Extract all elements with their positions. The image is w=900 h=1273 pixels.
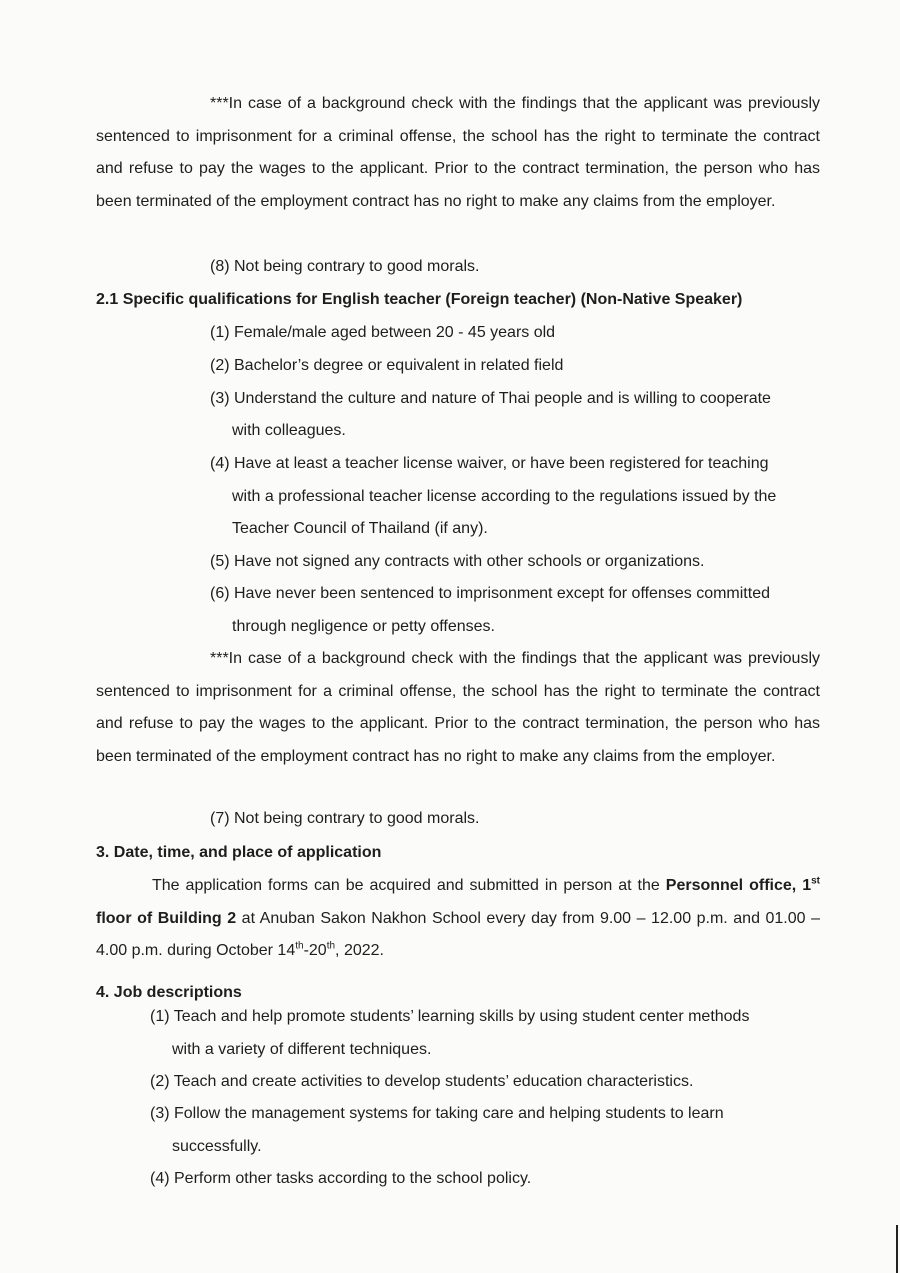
- background-check-note-2-1: ***In case of a background check with the findings that the applicant was previously sentenced to imprisonment for a criminal offense, the school has the right to terminate the contract and refuse to pay the wages to the applicant. Prior to the contract termination, the person who has been terminated of the employment contract has no right to make any claims from the employer.: [96, 650, 820, 765]
- qualification-item-4-cont1: with a professional teacher license according to the regulations issued by the: [232, 488, 777, 505]
- ordinal-th-2: th: [326, 940, 336, 952]
- job-item-2: (2) Teach and create activities to develop students’ education characteristics.: [150, 1073, 694, 1090]
- scan-edge-line: [896, 1225, 898, 1273]
- personnel-office-label: Personnel office,: [665, 877, 797, 894]
- qualification-item-5: (5) Have not signed any contracts with other schools or organizations.: [210, 553, 705, 570]
- item-8-good-morals: (8) Not being contrary to good morals.: [210, 258, 480, 275]
- qualification-item-3-cont: with colleagues.: [232, 422, 346, 439]
- application-text-2: at Anuban Sakon Nakhon School every day from 9.00 – 12.00 p.m. and 01.00 – 4.00 p.m. during October 14: [96, 909, 820, 959]
- qualification-item-6: (6) Have never been sentenced to imprisonment except for offenses committed: [210, 585, 770, 602]
- application-paragraph: [96, 870, 820, 968]
- section-3-heading: 3. Date, time, and place of application: [96, 844, 382, 861]
- item-7-good-morals: (7) Not being contrary to good morals.: [210, 810, 480, 827]
- ordinal-th-1: th: [295, 940, 304, 952]
- job-item-3-cont: successfully.: [172, 1138, 262, 1155]
- floor-label: 1st floor of Building 2: [96, 875, 821, 927]
- background-check-note-top: ***In case of a background check with the findings that the applicant was previously sentenced to imprisonment for a criminal offense, the school has the right to terminate the contract and refuse to pay the wages to the applicant. Prior to the contract termination, the person who has been terminated of the employment contract has no right to make any claims from the employer.: [96, 95, 820, 210]
- job-item-4: (4) Perform other tasks according to the school policy.: [150, 1170, 532, 1187]
- qualification-item-4: (4) Have at least a teacher license waiver, or have been registered for teaching: [210, 455, 769, 472]
- qualification-item-4-cont2: Teacher Council of Thailand (if any).: [232, 520, 488, 537]
- qualification-item-2: (2) Bachelor’s degree or equivalent in related field: [210, 357, 564, 374]
- application-text-4: , 2022.: [335, 942, 384, 959]
- job-item-3: (3) Follow the management systems for taking care and helping students to learn: [150, 1105, 724, 1122]
- job-item-1-cont: with a variety of different techniques.: [172, 1041, 432, 1058]
- qualification-item-6-cont: through negligence or petty offenses.: [232, 618, 495, 635]
- section-2-1-heading: 2.1 Specific qualifications for English teacher (Foreign teacher) (Non-Native Speaker): [96, 291, 743, 308]
- qualification-item-1: (1) Female/male aged between 20 - 45 years old: [210, 324, 556, 341]
- application-text-3: -20: [303, 942, 327, 959]
- section-4-heading: 4. Job descriptions: [96, 984, 242, 1001]
- job-item-1: (1) Teach and help promote students’ learning skills by using student center methods: [150, 1008, 750, 1025]
- qualification-item-3: (3) Understand the culture and nature of Thai people and is willing to cooperate: [210, 390, 771, 407]
- application-text-1: The application forms can be acquired and submitted in person at the: [152, 877, 666, 894]
